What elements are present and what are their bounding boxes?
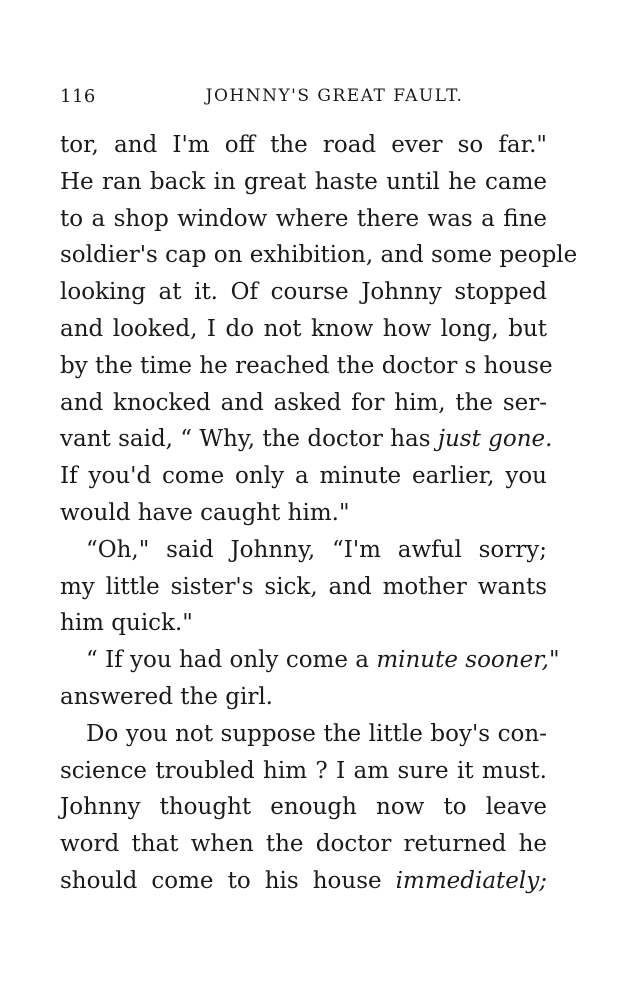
italic-emphasis: immediately;	[395, 867, 547, 894]
page-number: 116	[60, 86, 96, 107]
text-line: Johnny thought enough now to leave	[60, 794, 547, 821]
text-segment: vant said, “ Why, the doctor has	[60, 426, 438, 453]
text-segment: “ If you had only come a	[86, 647, 377, 674]
text-line: and knocked and asked for him, the ser-	[60, 389, 547, 416]
text-line: tor, and I'm off the road ever so far."	[60, 132, 547, 158]
text-line: and looked, I do not know how long, but	[60, 315, 547, 342]
italic-emphasis: just gone.	[437, 426, 553, 453]
text-line: word that when the doctor returned he	[60, 831, 547, 858]
text-line: by the time he reached the doctor s house	[60, 352, 553, 379]
text-line: He ran back in great haste until he came	[60, 168, 547, 195]
text-line: looking at it. Of course Johnny stopped	[60, 279, 547, 306]
italic-emphasis: minute sooner,	[376, 647, 549, 674]
text-line: him quick."	[60, 610, 193, 637]
text-line: science troubled him ? I am sure it must.	[60, 757, 547, 784]
text-line: answered the girl.	[60, 683, 273, 710]
text-line: soldier's cap on exhibition, and some people	[60, 242, 578, 269]
text-line: “Oh," said Johnny, “I'm awful sorry;	[86, 536, 547, 563]
text-line: Do you not suppose the little boy's con-	[86, 720, 547, 747]
text-line: to a shop window where there was a fine	[60, 205, 547, 232]
text-line	[60, 642, 560, 679]
running-title: JOHNNY'S GREAT FAULT.	[205, 86, 464, 106]
text-line	[60, 421, 553, 458]
body-text	[60, 127, 578, 900]
text-line: If you'd come only a minute earlier, you	[60, 463, 547, 490]
text-line: would have caught him."	[60, 499, 350, 526]
text-segment: "	[548, 647, 560, 674]
text-line	[60, 863, 547, 900]
text-line: my little sister's sick, and mother wants	[60, 573, 547, 600]
text-segment: should come to his house	[60, 867, 396, 894]
